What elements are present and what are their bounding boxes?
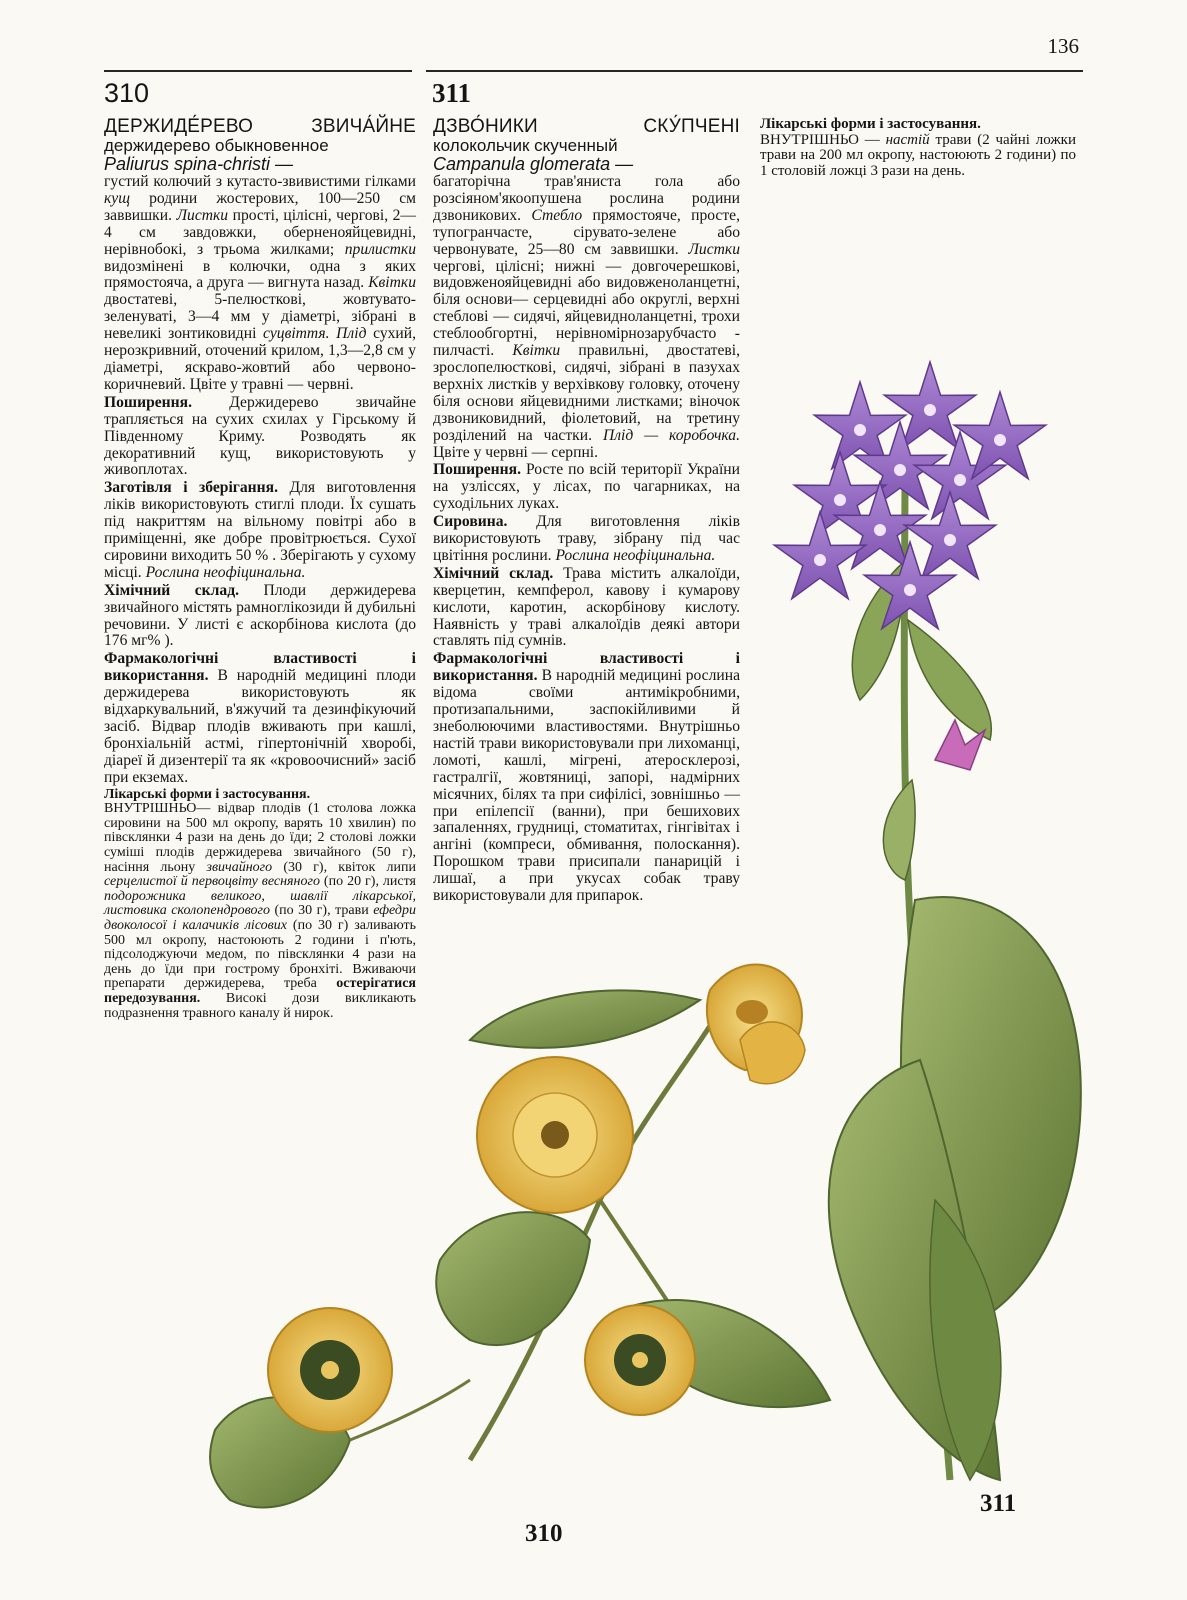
section-heading: Хімічний склад. — [104, 581, 239, 599]
section-text: Росте по всій території України на узліссях, у лісах, по чагарниках, на суходільних луках. — [433, 461, 740, 513]
text-run: кущ — [104, 189, 130, 207]
bell-flower-icon — [854, 422, 945, 509]
text-run: сухий, нерозкривний, оточений крилом, 1,3—2,8 см у діаметрі, яскраво-жовтий або червоно-коричневий. Цвіте у травні — червні. — [104, 325, 416, 393]
text-run: Високі дози викликають подразнення травного каналу й нирок. — [104, 990, 416, 1021]
text-run: Квітки — [512, 342, 561, 360]
entry-title: ДЕРЖИДЕ́РЕВО ЗВИЧА́ЙНЕ — [104, 116, 416, 137]
bell-flower-icon — [814, 382, 905, 469]
section-text: Для виготовлення ліків використовують траву, зібрану під час цвітіння рослини. — [433, 513, 740, 564]
bell-flower-icon — [884, 362, 975, 449]
entry-310-column — [104, 117, 416, 1021]
section-text: Трава містить алкалоїди, кверцетин, кемпферол, кавову і кумарову кислоти, каротин, аскорбінову кислоту. Наявність у траві алкалоїдів деякі автори ставлять під сумнів. — [433, 564, 740, 650]
flower-icon — [268, 1308, 392, 1432]
text-run: трави (2 чайні ложки трави на 200 мл окропу, настоюють 2 години) по 1 столовій ложці 3 рази на день. — [760, 131, 1077, 179]
latin-name: Paliurus spina-christi — — [104, 154, 294, 174]
section-heading: Сировина. — [433, 513, 508, 531]
text-run: настій — [885, 131, 930, 148]
section-note: Рослина неофіцинальна. — [145, 563, 306, 581]
text-run: багаторічна трав'яниста гола або розсіяном'якоопушена рослина родини дзвоникових. — [433, 173, 740, 224]
header-rule-311 — [426, 70, 1083, 72]
section-heading: Заготівля і зберігання. — [104, 479, 278, 497]
text-run: ВНУТРІШНЬО— відвар плодів (1 столова ложка сировини на 500 мл окропу, варять 10 хвилин) по півсклянки 4 рази на день до їди; 2 столові ложки суміші плодів держидерева звичайного (50 г), насіння льону — [104, 801, 416, 875]
section-heading: Фармакологічні властивості і використання. — [433, 650, 740, 685]
text-run: чергові, цілісні; нижні — довгочерешкові, видовженояйцевидні або видовженоланцетні, біля основи— серцевидні або округлі, верхні стеблові — сидячі, яйцевидноланцетні, трохи стеблообгортні, нерівномірнозарубчасто - пилчасті. — [433, 257, 740, 360]
forms-text — [104, 802, 416, 1021]
text-run: видозмінені в колючки, одна з яких прямостояча, а друга — вигнута назад. — [104, 257, 416, 292]
bell-flower-icon — [794, 452, 885, 539]
text-run: Плід — коробочка. — [602, 426, 740, 444]
campanula-plant — [774, 362, 1081, 1480]
text-run: двостатеві, 5-пелюсткові, жовтувато-зеленуваті, 3—4 мм у діаметрі, зібрані в невеликі зонтиковидні — [104, 291, 416, 343]
bud-icon — [935, 720, 985, 770]
text-run: (30 г), квіток липи — [272, 859, 416, 875]
text-run: Плід — [336, 325, 367, 343]
russian-name: держидерево обыкновенное — [104, 136, 329, 155]
section-text: В народній медицині плоди держидерева використовують як відхаркувальний, в'яжучий та дезинфікуючий засіб. Відвар плодів вживають при кашлі, бронхіальній астмі, гіпертонічній хворобі, діареї й дизентерії та як «кровоочисний» засіб при екземах. — [104, 667, 416, 786]
section-heading: Поширення. — [104, 393, 192, 411]
leaf-icon — [470, 990, 700, 1048]
leaf-icon — [883, 780, 915, 880]
entry-311-column — [433, 116, 740, 905]
text-run: Квітки — [368, 274, 416, 292]
chemistry-section — [433, 566, 740, 651]
text-run: Листки — [176, 206, 229, 224]
leaf-icon — [930, 1200, 1001, 1480]
text-run: звичайного — [206, 859, 273, 875]
section-text: Плоди держидерева звичайного містять рамноглікозиди й дубильні речовини. У листі є аскорбінова кислота (до 176 мг% ). — [104, 581, 416, 650]
text-run: (по 20 г), листя — [319, 874, 416, 890]
text-run: правильні, двостатеві, зрослопелюсткові, сидячі, зібрані в пазухах верхніх листків у верхівкову головку, оточену біля основи яйцевидними листками; віночок дзвониковидний, фіолетовий, на третину розділений на частки. — [433, 342, 740, 444]
leaf-icon — [620, 1300, 830, 1407]
section-heading: Хімічний склад. — [433, 564, 554, 582]
raw-material-section — [433, 514, 740, 565]
text-run: остерігатися передозування. — [104, 976, 416, 1006]
description — [433, 174, 740, 461]
section-heading: Лікарські форми і застосування. — [760, 116, 981, 132]
section-heading: Поширення. — [433, 461, 521, 479]
text-run: подорожника великого, шавлії лікарської, листовика сколопендрового — [104, 888, 416, 919]
russian-name: колокольчик скученный — [433, 136, 618, 155]
bell-flower-icon — [914, 432, 1005, 519]
section-heading: Фармакологічні властивості і використання. — [104, 650, 416, 685]
flower-icon — [477, 1057, 633, 1213]
entry-number-310: 310 — [104, 78, 150, 108]
header-rule-310 — [104, 70, 412, 72]
bell-flower-icon — [774, 512, 865, 599]
chemistry-section — [104, 583, 416, 651]
forms-section — [760, 117, 1076, 179]
harvest-section — [104, 480, 416, 581]
text-run: Цвіте у червні — серпні. — [433, 443, 599, 461]
pharmacology-section — [433, 650, 740, 905]
bell-flower-icon — [864, 542, 955, 629]
text-run: ефедри двоколосої і калачиків лісових — [104, 903, 416, 933]
section-text: Для виготовлення ліків використовують стиглі плоди. Їх сушать під накриттям на вільному повітрі або в приміщенні, яке добре провітрюється. Сухої сировини виходить 50 % . Зберігають у сухому місці. — [104, 479, 416, 581]
latin-name: Campanula glomerata — — [433, 154, 634, 174]
text-run: (по 30 г), трави — [269, 903, 374, 919]
leaf-icon — [829, 1060, 1000, 1480]
forms-text — [760, 133, 1076, 180]
entry-title: ДЗВО́НИКИ СКУ́ПЧЕНІ — [433, 116, 740, 137]
flower-icon — [707, 965, 802, 1070]
plate-label-311: 311 — [980, 1490, 1017, 1517]
text-run: прямостояче, просте, тупогранчасте, сірувато-зелене або червонувате, 25—80 см заввишки. — [433, 206, 740, 258]
pharmacology-section — [104, 651, 416, 786]
leaf-icon — [436, 1212, 590, 1345]
page-number: 136 — [1047, 34, 1079, 58]
bell-flower-icon — [954, 392, 1045, 479]
spread-section — [104, 395, 416, 480]
bell-flower-icon — [834, 482, 925, 569]
leaf-icon — [908, 620, 991, 740]
text-run: прості, цілісні, чергові, 2—4 см завдовжки, оберненояйцевидні, нерівнобокі, з трьома жилками; — [104, 206, 416, 258]
spread-section — [433, 462, 740, 513]
section-note: Рослина неофіцинальна. — [555, 546, 716, 564]
forms-section — [104, 788, 416, 1022]
section-heading: Лікарські форми і застосування. — [104, 786, 311, 802]
section-text: В народній медицині рослина відома своїми антимікробними, протизапальними, заспокійливими й знеболюючими властивостями. Внутрішньо настій трави використовували при лихоманці, ломоті, кашлі, мігрені, атеросклерозі, гастралгії, жовтяниці, запорі, надмірних місячних, білях та при сифілісі, зовнішньо — при епілепсії (ванни), при бешихових запаленнях, грудниці, стоматитах, гінгівітах і ангіні (компреси, обмивання, полоскання). Порошком трави присипали панарицій і лишаї, а при укусах собак траву використовували для припарок. — [433, 667, 740, 905]
entry-311-continuation — [760, 117, 1076, 179]
text-run: Листки — [688, 240, 740, 258]
description — [104, 174, 416, 394]
leaf-icon — [210, 1397, 350, 1507]
text-run: ВНУТРІШНЬО — — [760, 131, 886, 148]
plate-label-310: 310 — [525, 1520, 563, 1547]
text-run: густий колючий з кутасто-звивистими гілками — [104, 173, 416, 190]
flower-icon — [740, 1022, 805, 1084]
bell-flower-icon — [904, 492, 995, 579]
text-run: Стебло — [531, 206, 583, 224]
flower-head — [774, 362, 1045, 629]
leaf-icon — [852, 560, 906, 700]
entry-number-311: 311 — [432, 78, 472, 108]
flower-icon — [585, 1305, 695, 1415]
text-run: серцелистої й первоцвіту весняного — [104, 874, 320, 890]
text-run: суцвіття. — [263, 325, 330, 343]
leaf-icon — [901, 897, 1081, 1331]
paliurus-plant — [210, 965, 830, 1508]
section-text: Держидерево звичайне трапляється на сухих схилах у Гірському й Південному Криму. Розводять як декоративний кущ, використовують у живоплотах. — [104, 393, 416, 479]
text-run: прилистки — [344, 240, 416, 258]
text-run: родини жостерових, 100—250 см заввишки. — [104, 189, 416, 224]
text-run: (по 30 г) заливають 500 мл окропу, настоюють 2 години і п'ють, підсолоджуючи медом, по півсклянки 4 рази на день до їди при гострому бронхіті. Вживаючи препарати держидерева, треба — [104, 917, 417, 992]
